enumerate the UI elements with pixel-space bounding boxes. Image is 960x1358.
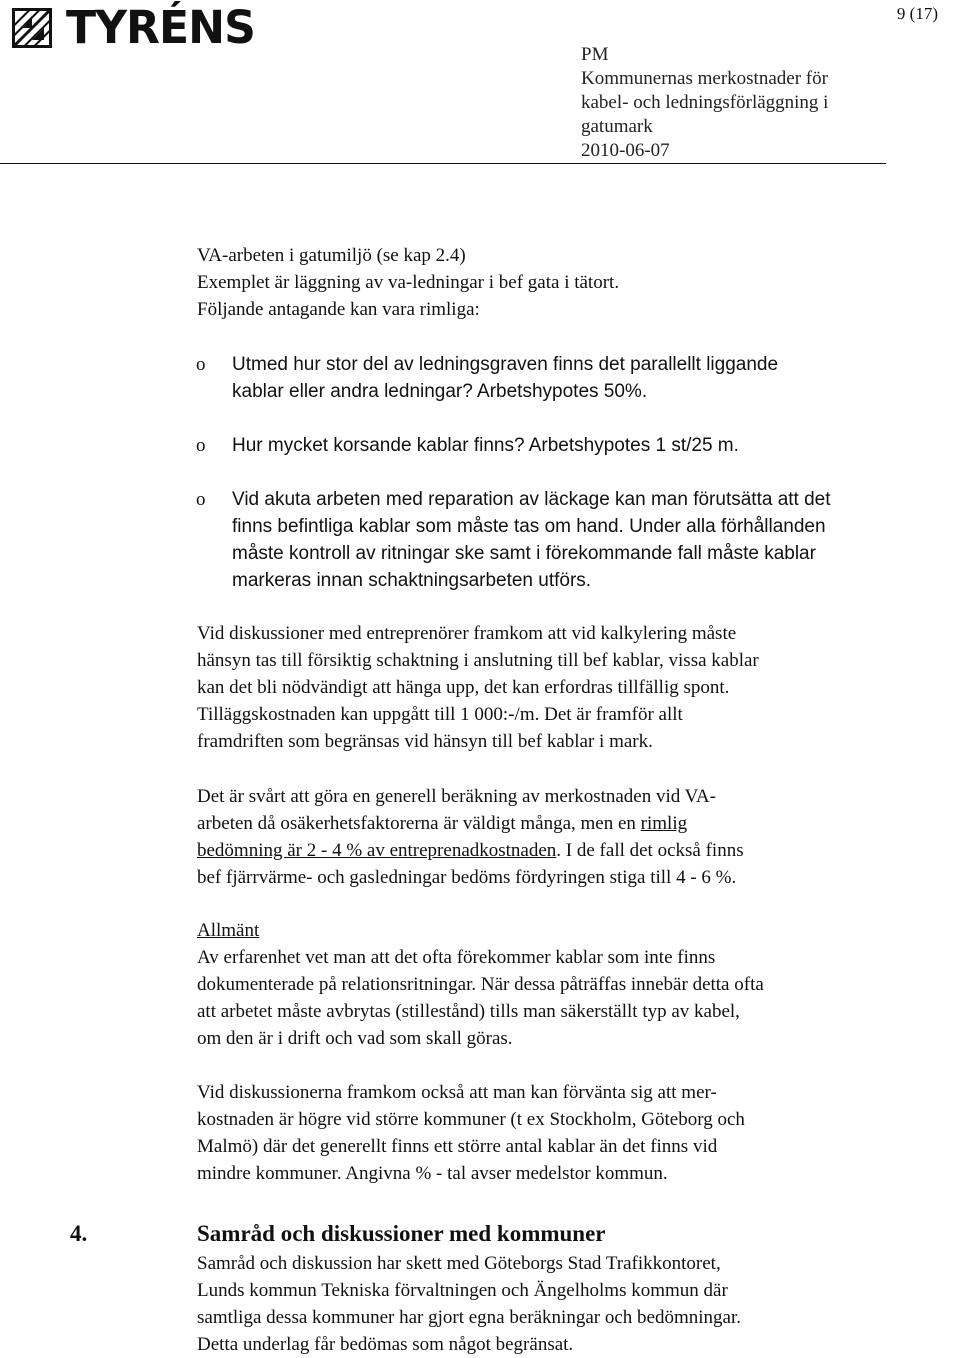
company-logo [12,1,259,54]
text-line: Exemplet är läggning av va-ledningar i bef gata i tätort. [197,272,620,293]
bullet-text: Hur mycket korsande kablar finns? Arbetshypotes 1 st/25 m. [232,435,739,456]
bullet-text: markeras innan schaktningsarbeten utförs. [232,570,592,591]
text-line: Vid diskussionerna framkom också att man kan förvänta sig att mer- [197,1082,717,1103]
text-line: Lunds kommun Tekniska förvaltningen och Ängelholms kommun där [197,1280,728,1301]
text-line: dokumenterade på relationsritningar. När dessa påträffas innebär detta ofta [197,974,764,995]
text-line [197,837,917,864]
bullet-marker: o [196,435,206,456]
bullet-marker: o [196,489,206,510]
text-line: Det är svårt att göra en generell beräkning av merkostnaden vid VA- [197,786,716,807]
tyrens-logo-icon [12,8,52,48]
bullet-marker: o [196,354,206,375]
bullet-text: Utmed hur stor del av ledningsgraven finns det parallellt liggande [232,354,779,375]
underlined-text: rimlig [640,813,688,834]
logo-wordmark: TYRÉNS [66,1,255,54]
doc-title-line: gatumark [581,116,653,137]
text-line: kan det bli nödvändigt att hänga upp, det kan erfordras tillfällig spont. [197,677,730,698]
doc-date: 2010-06-07 [581,140,670,161]
text-span: . I de fall det också finns [556,840,744,861]
doc-type: PM [581,44,609,65]
bullet-text: måste kontroll av ritningar ske samt i förekommande fall måste kablar [232,543,816,564]
bullet-text: Vid akuta arbeten med reparation av läckage kan man förutsätta att det [232,489,831,510]
text-line: om den är i drift och vad som skall göras. [197,1028,513,1049]
subheading-general: Allmänt [197,920,260,941]
paragraph-municipal [197,1079,917,1187]
section-number: 4. [70,1221,88,1246]
text-line: bef fjärrvärme- och gasledningar bedöms fördyringen stiga till 4 - 6 %. [197,867,737,888]
text-line: Av erfarenhet vet man att det ofta förekommer kablar som inte finns [197,947,716,968]
document-info [581,43,828,163]
bullet-text: finns befintliga kablar som måste tas om hand. Under alla förhållanden [232,516,826,537]
paragraph-estimate [197,783,917,891]
text-line: mindre kommuner. Angivna % - tal avser medelstor kommun. [197,1163,668,1184]
bullet-text: kablar eller andra ledningar? Arbetshypotes 50%. [232,381,648,402]
underlined-text: bedömning är 2 - 4 % av entreprenadkostnaden [197,840,557,861]
paragraph-discussion [197,620,917,755]
text-line: Följande antagande kan vara rimliga: [197,299,480,320]
text-line: Detta underlag får bedömas som något begränsat. [197,1334,574,1355]
paragraph-section4 [197,1250,917,1358]
text-line: Tilläggskostnaden kan uppgått till 1 000:-/m. Det är framför allt [197,704,683,725]
page-number: 9 (17) [896,4,938,23]
text-line: Vid diskussioner med entreprenörer framkom att vid kalkylering måste [197,623,737,644]
text-line: samtliga dessa kommuner har gjort egna beräkningar och bedömningar. [197,1307,741,1328]
va-section-intro [197,242,917,323]
text-line [197,810,917,837]
section-title: Samråd och diskussioner med kommuner [197,1221,606,1246]
text-line: att arbetet måste avbrytas (stillestånd) tills man säkerställt typ av kabel, [197,1001,740,1022]
header-divider [0,163,886,164]
section-heading: VA-arbeten i gatumiljö (se kap 2.4) [197,245,466,266]
text-span: arbeten då osäkerhetsfaktorerna är väldigt många, men en [197,813,641,834]
text-line: Samråd och diskussion har skett med Göteborgs Stad Trafikkontoret, [197,1253,721,1274]
paragraph-general [197,917,917,1052]
text-line: Malmö) där det generellt finns ett större antal kablar än det finns vid [197,1136,718,1157]
doc-title-line: kabel- och ledningsförläggning i [581,92,829,113]
text-line: hänsyn tas till försiktig schaktning i anslutning till bef kablar, vissa kablar [197,650,759,671]
text-line: kostnaden är högre vid större kommuner (t ex Stockholm, Göteborg och [197,1109,745,1130]
doc-title-line: Kommunernas merkostnader för [581,68,828,89]
text-line: framdriften som begränsas vid hänsyn till bef kablar i mark. [197,731,653,752]
